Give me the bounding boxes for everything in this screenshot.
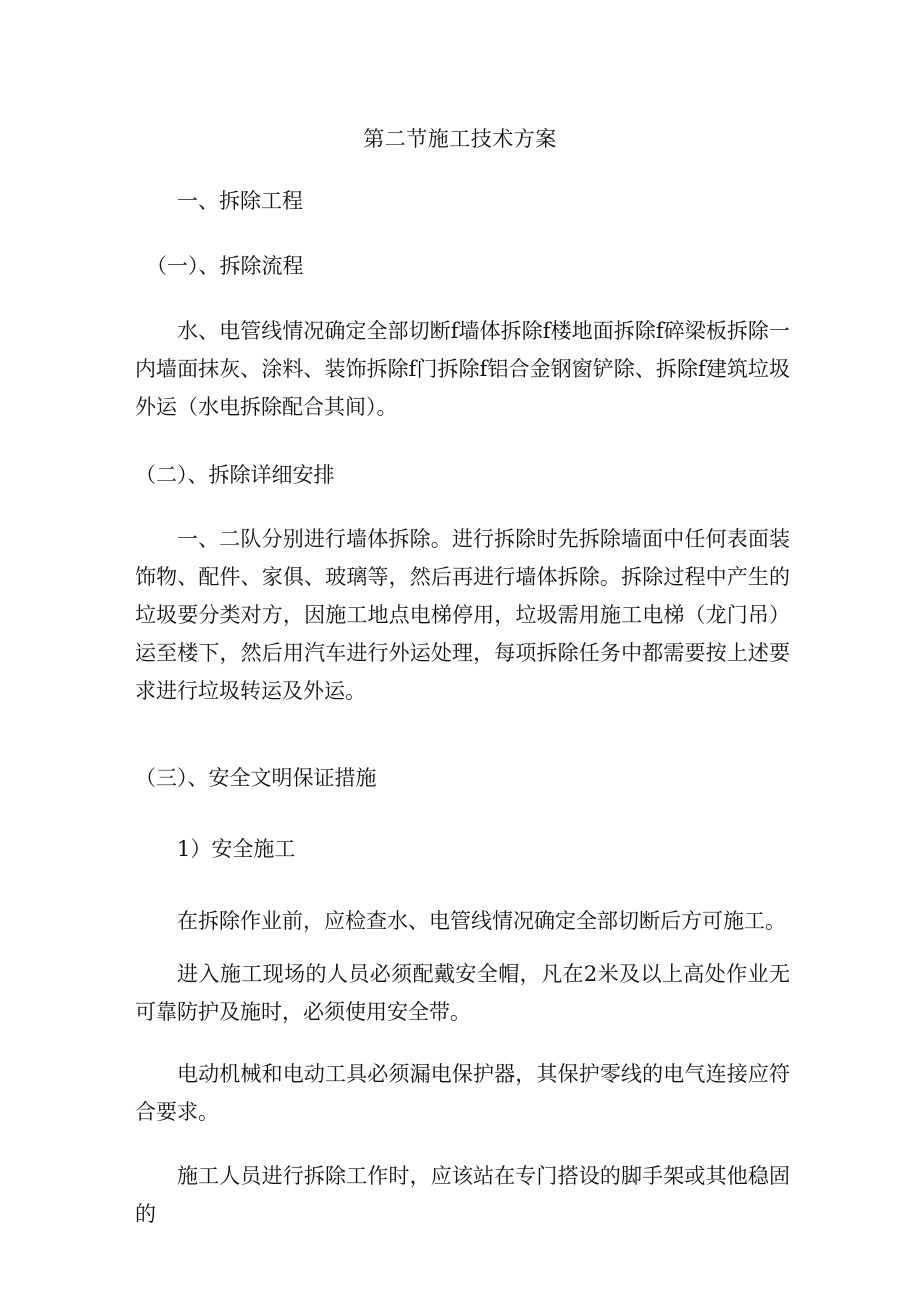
- section-heading-demolition: 一、拆除工程: [177, 189, 303, 213]
- paragraph-leakage-protector: 电动机械和电动工具必须漏电保护器，其保护零线的电气连接应符合要求。: [135, 1062, 790, 1124]
- paragraph-scaffold: 施工人员进行拆除工作时，应该站在专门搭设的脚手架或其他稳固的: [135, 1164, 790, 1226]
- subsection-heading-arrangement: （二）、拆除详细安排: [135, 463, 335, 487]
- paragraph-process-flow: 水、电管线情况确定全部切断f墙体拆除f楼地面拆除f碎梁板拆除一内墙面抹灰、涂料、装饰拆除f门拆除f铝合金钢窗铲除、拆除f建筑垃圾外运（水电拆除配合其间）。: [135, 319, 790, 419]
- paragraph-arrangement: 一、二队分别进行墙体拆除。进行拆除时先拆除墙面中任何表面装饰物、配件、家俱、玻璃等，然后再进行墙体拆除。拆除过程中产生的垃圾要分类对方，因施工地点电梯停用，垃圾需用施工电梯（龙门吊）运至楼下，然后用汽车进行外运处理，每项拆除任务中都需要按上述要求进行垃圾转运及外运。: [135, 527, 790, 703]
- item-heading-safe-construction: 1）安全施工: [177, 837, 296, 861]
- paragraph-check-utilities: 在拆除作业前，应检查水、电管线情况确定全部切断后方可施工。: [177, 909, 786, 933]
- document-title: 第二节施工技术方案: [363, 127, 557, 151]
- subsection-heading-process: （一）、拆除流程: [146, 254, 304, 278]
- subsection-heading-safety: （三）、安全文明保证措施: [135, 766, 377, 790]
- paragraph-helmet-belt: 进入施工现场的人员必须配戴安全帽，凡在2米及以上高处作业无可靠防护及施时，必须使用安全带。: [135, 962, 790, 1024]
